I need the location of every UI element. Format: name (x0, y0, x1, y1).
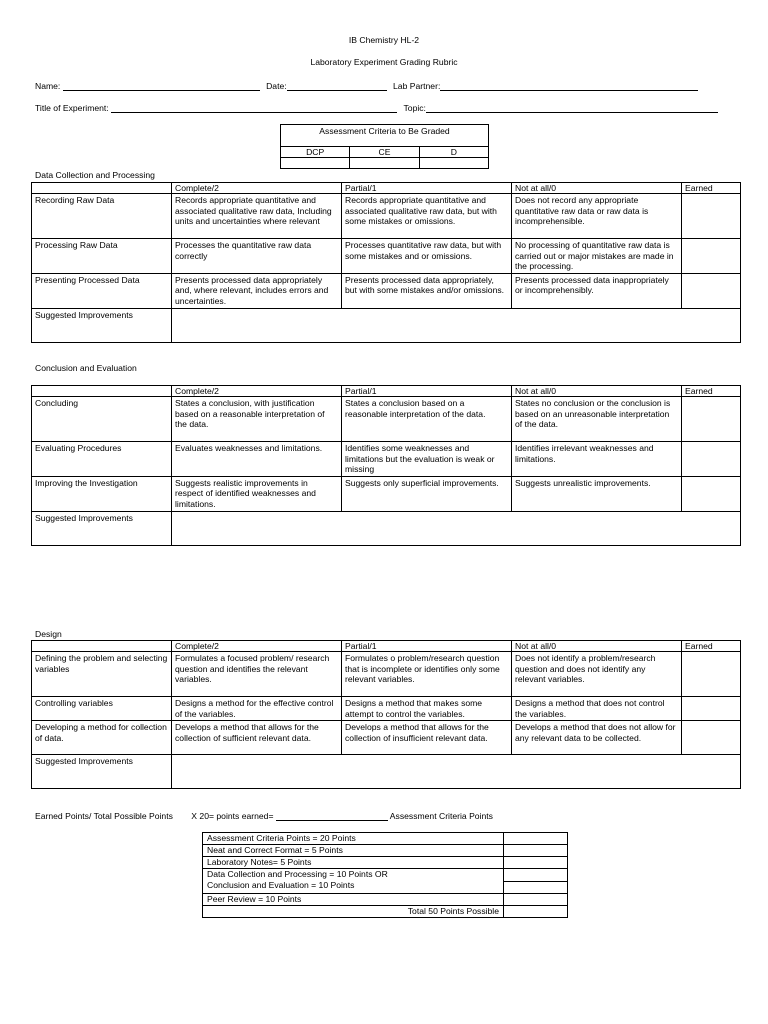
name-row (35, 80, 740, 91)
section-title-dcp: Data Collection and Processing (35, 170, 155, 180)
header-partial: Partial/1 (342, 183, 512, 194)
partial-descriptor: Develops a method that allows for the collection of insufficient relevant data. (342, 721, 512, 755)
section-title-design: Design (35, 629, 62, 639)
row-label: Controlling variables (32, 697, 172, 721)
criteria-col-dcp: DCP (281, 147, 350, 158)
header-complete: Complete/2 (172, 386, 342, 397)
earned-cell[interactable] (682, 476, 741, 511)
points-ce-label: Conclusion and Evaluation = 10 Points (207, 879, 355, 890)
partial-descriptor: Identifies some weaknesses and limitations but the evaluation is weak or missing (342, 442, 512, 477)
points-row-value[interactable] (504, 833, 568, 845)
header-none: Not at all/0 (512, 641, 682, 652)
suggested-improvements-field[interactable] (172, 755, 741, 789)
course-title: IB Chemistry HL-2 (348, 35, 420, 45)
experiment-title-label: Title of Experiment: (35, 103, 109, 113)
topic-field[interactable] (426, 102, 718, 113)
criteria-check-ce[interactable] (350, 158, 419, 169)
lab-partner-field[interactable] (440, 80, 698, 91)
points-dcp-label: Data Collection and Processing = 10 Points OR (207, 869, 388, 879)
earned-cell[interactable] (682, 652, 741, 697)
complete-descriptor: Presents processed data appropriately and, where relevant, includes errors and uncertainties. (172, 273, 342, 308)
criteria-check-dcp[interactable] (281, 158, 350, 169)
suggested-improvements-label: Suggested Improvements (32, 511, 172, 545)
lab-partner-label: Lab Partner: (393, 81, 441, 91)
header-partial: Partial/1 (342, 386, 512, 397)
earned-total-label: Earned Points/ Total Possible Points (35, 811, 173, 821)
section-title-ce: Conclusion and Evaluation (35, 363, 137, 373)
row-label: Concluding (32, 397, 172, 442)
header-blank (32, 641, 172, 652)
date-field[interactable] (287, 80, 387, 91)
rubric-title: Laboratory Experiment Grading Rubric (310, 57, 458, 67)
partial-descriptor: States a conclusion based on a reasonable interpretation of the data. (342, 397, 512, 442)
criteria-col-ce: CE (350, 147, 419, 158)
header-complete: Complete/2 (172, 641, 342, 652)
header-earned: Earned (682, 183, 741, 194)
header-complete: Complete/2 (172, 183, 342, 194)
criteria-title: Assessment Criteria to Be Graded (281, 125, 489, 147)
topic-label: Topic: (403, 103, 426, 113)
experiment-title-field[interactable] (111, 102, 397, 113)
earned-cell[interactable] (682, 697, 741, 721)
points-total-label: Total 50 Points Possible (203, 906, 504, 918)
row-label: Processing Raw Data (32, 239, 172, 274)
row-label: Defining the problem and selecting variables (32, 652, 172, 697)
points-row-label (203, 869, 504, 894)
rubric-table-dcp (31, 182, 741, 343)
suggested-improvements-field[interactable] (172, 308, 741, 342)
points-row-value[interactable] (504, 857, 568, 869)
complete-descriptor: Evaluates weaknesses and limitations. (172, 442, 342, 477)
points-row-label: Neat and Correct Format = 5 Points (203, 845, 504, 857)
row-label: Improving the Investigation (32, 476, 172, 511)
earned-cell[interactable] (682, 194, 741, 239)
points-row-label: Peer Review = 10 Points (203, 894, 504, 906)
complete-descriptor: Designs a method for the effective control of the variables. (172, 697, 342, 721)
header-none: Not at all/0 (512, 183, 682, 194)
none-descriptor: Designs a method that does not control the variables. (512, 697, 682, 721)
suggested-improvements-label: Suggested Improvements (32, 755, 172, 789)
none-descriptor: Identifies irrelevant weaknesses and limitations. (512, 442, 682, 477)
none-descriptor: Develops a method that does not allow for any relevant data to be collected. (512, 721, 682, 755)
points-row-value[interactable] (504, 845, 568, 857)
complete-descriptor: Suggests realistic improvements in respect of identified weaknesses and limitations. (172, 476, 342, 511)
criteria-col-d: D (419, 147, 488, 158)
none-descriptor: Does not record any appropriate quantitative raw data or raw data is incomprehensible. (512, 194, 682, 239)
earned-cell[interactable] (682, 442, 741, 477)
header-earned: Earned (682, 641, 741, 652)
header-earned: Earned (682, 386, 741, 397)
none-descriptor: States no conclusion or the conclusion is based on an unreasonable interpretation of the data. (512, 397, 682, 442)
points-table (202, 832, 568, 918)
partial-descriptor: Presents processed data appropriately, but with some mistakes and/or omissions. (342, 273, 512, 308)
earned-cell[interactable] (682, 273, 741, 308)
row-label: Presenting Processed Data (32, 273, 172, 308)
partial-descriptor: Designs a method that makes some attempt to control the variables. (342, 697, 512, 721)
header-partial: Partial/1 (342, 641, 512, 652)
earned-cell[interactable] (682, 721, 741, 755)
points-row-value[interactable] (504, 894, 568, 906)
complete-descriptor: Develops a method that allows for the collection of sufficient relevant data. (172, 721, 342, 755)
partial-descriptor: Formulates o problem/research question that is incomplete or identifies only some relevant variables. (342, 652, 512, 697)
criteria-table (280, 124, 489, 169)
date-label: Date: (266, 81, 287, 91)
complete-descriptor: Records appropriate quantitative and associated qualitative raw data, Including units and uncertainties where relevant (172, 194, 342, 239)
rubric-table-ce (31, 385, 741, 546)
earned-cell[interactable] (682, 239, 741, 274)
row-label: Developing a method for collection of data. (32, 721, 172, 755)
complete-descriptor: States a conclusion, with justification based on a reasonable interpretation of the data. (172, 397, 342, 442)
partial-descriptor: Processes quantitative raw data, but with some mistakes and or omissions. (342, 239, 512, 274)
name-label: Name: (35, 81, 61, 91)
points-earned-field[interactable] (276, 810, 388, 821)
points-row-label: Assessment Criteria Points = 20 Points (203, 833, 504, 845)
header-blank (32, 386, 172, 397)
partial-descriptor: Records appropriate quantitative and associated qualitative raw data, but with some mistakes or omissions. (342, 194, 512, 239)
header-blank (32, 183, 172, 194)
points-row-label: Laboratory Notes= 5 Points (203, 857, 504, 869)
points-dcp-value[interactable] (504, 869, 567, 882)
partial-descriptor: Suggests only superficial improvements. (342, 476, 512, 511)
summary-row (35, 810, 740, 821)
none-descriptor: Suggests unrealistic improvements. (512, 476, 682, 511)
suggested-improvements-label: Suggested Improvements (32, 308, 172, 342)
complete-descriptor: Formulates a focused problem/ research question and identifies the relevant variables. (172, 652, 342, 697)
header-none: Not at all/0 (512, 386, 682, 397)
none-descriptor: Does not identify a problem/research question and does not identify any relevant variables. (512, 652, 682, 697)
rubric-table-design (31, 640, 741, 789)
criteria-check-d[interactable] (419, 158, 488, 169)
complete-descriptor: Processes the quantitative raw data correctly (172, 239, 342, 274)
row-label: Evaluating Procedures (32, 442, 172, 477)
earned-cell[interactable] (682, 397, 741, 442)
points-row-value[interactable] (504, 869, 568, 894)
suggested-improvements-field[interactable] (172, 511, 741, 545)
assessment-criteria-points-label: Assessment Criteria Points (389, 811, 493, 821)
points-total-value[interactable] (504, 906, 568, 918)
name-field[interactable] (63, 80, 260, 91)
none-descriptor: Presents processed data inappropriately or incomprehensibly. (512, 273, 682, 308)
multiplier-label: X 20= points earned= (191, 811, 274, 821)
none-descriptor: No processing of quantitative raw data is carried out or major mistakes are made in the processing. (512, 239, 682, 274)
title-row (35, 102, 740, 113)
row-label: Recording Raw Data (32, 194, 172, 239)
